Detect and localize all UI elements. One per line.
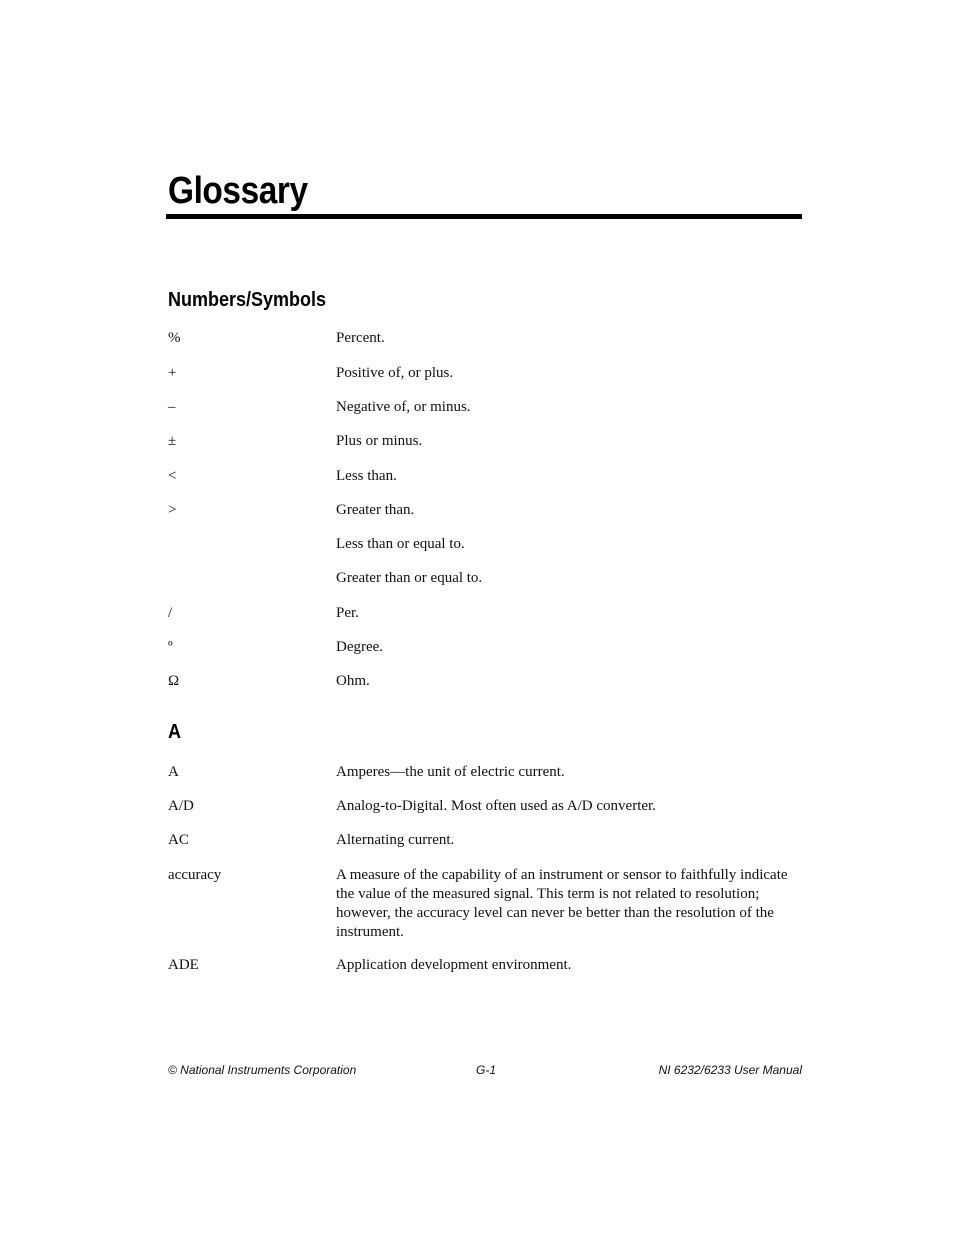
glossary-entry [168,329,804,364]
glossary-term: / [168,605,173,621]
glossary-entry [168,638,804,672]
glossary-definition: Amperes—the unit of electric current. [336,764,565,780]
glossary-term: AC [168,832,189,848]
section-heading-numbers-symbols: Numbers/Symbols [168,289,327,311]
glossary-entry [168,672,804,691]
glossary-definition: Ohm. [336,673,370,689]
glossary-term: º [168,639,173,655]
glossary-entry [168,604,804,638]
glossary-term: accuracy [168,867,222,883]
glossary-term: ADE [168,957,199,973]
glossary-term: A/D [168,798,194,814]
glossary-entry [168,467,804,501]
glossary-entry [168,866,804,956]
footer-page-number: G-1 [476,1063,497,1077]
glossary-definition: Less than. [336,468,397,484]
glossary-entry [168,797,804,831]
glossary-term [168,535,336,569]
glossary-definition: Negative of, or minus. [336,399,471,415]
page-title: Glossary [168,170,308,212]
glossary-entry [168,364,804,398]
footer-copyright: © National Instruments Corporation [168,1063,357,1077]
glossary-term: > [168,502,177,518]
glossary-definition: Plus or minus. [336,433,423,449]
glossary-term: Ω [168,673,180,689]
glossary-definition: Less than or equal to. [336,536,465,552]
glossary-entry [168,956,804,975]
glossary-entry [168,501,804,535]
glossary-list-a [168,763,804,975]
glossary-term [168,569,336,604]
glossary-term: < [168,468,177,484]
footer-manual-title: NI 6232/6233 User Manual [658,1063,802,1077]
glossary-term: + [168,365,177,381]
glossary-definition: Positive of, or plus. [336,365,454,381]
glossary-entry [168,763,804,797]
page-footer [168,1061,802,1079]
glossary-definition: Per. [336,605,359,621]
glossary-definition: Analog-to-Digital. Most often used as A/D converter. [336,798,656,814]
glossary-term: A [168,764,179,780]
glossary-list-numbers-symbols [168,329,804,691]
glossary-entry [168,432,804,467]
section-heading-a: A [168,721,182,743]
title-rule [166,214,802,219]
glossary-term: ± [168,433,177,449]
glossary-term: – [168,399,176,415]
glossary-entry [168,569,804,604]
glossary-entry [168,398,804,432]
glossary-term: % [168,330,181,346]
glossary-definition: Alternating current. [336,832,455,848]
glossary-entry [168,535,804,569]
glossary-definition: Degree. [336,639,384,655]
glossary-entry [168,831,804,866]
glossary-definition: Application development environment. [336,957,572,973]
glossary-definition: Greater than or equal to. [336,570,483,586]
glossary-definition: Percent. [336,330,385,346]
glossary-definition: A measure of the capability of an instrument or sensor to faithfully indicate the value of the measured signal. This term is not related to resolution; however, the accuracy level can never be better than the resolution of the instrument. [336,867,788,940]
glossary-definition: Greater than. [336,502,415,518]
